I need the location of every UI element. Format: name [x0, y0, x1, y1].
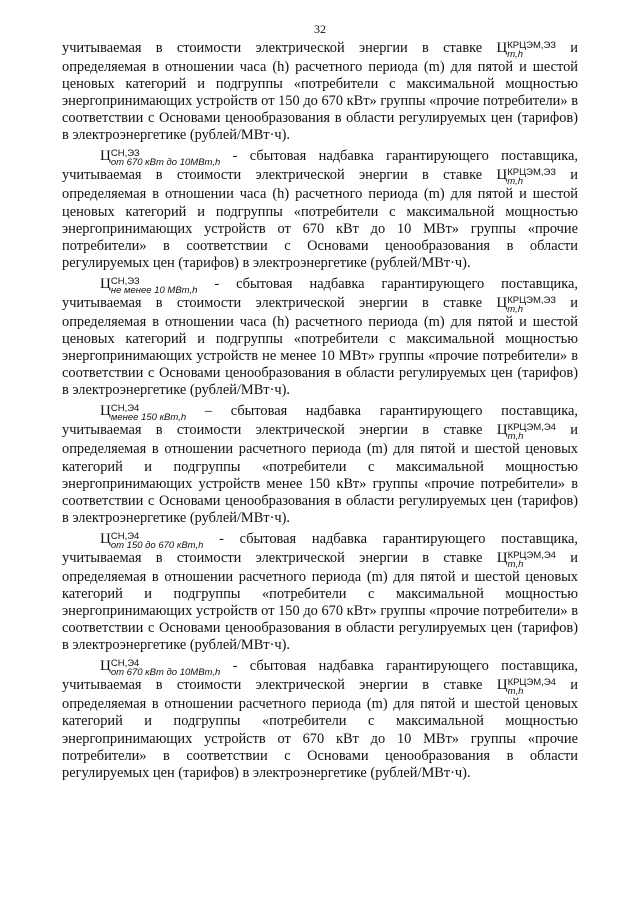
- paragraph-text-before: - сбытовая надбавка гарантирующего поставщика, учитываемая в стоимости электрической энергии в ставке: [62, 275, 578, 311]
- formula-subscript: m,h: [507, 49, 524, 60]
- formula-subscript: от 670 кВт до 10МВт,h: [110, 667, 221, 679]
- paragraph-text-after: и определяемая в отношении часа (h) расчетного периода (m) для пятой и шестой ценовых категорий и подгруппы «потребители с максимальной мощностью энергопринимающих устройств не менее 10 МВт» группы «прочие потребители» в соответствии с Основами ценообразования в области регулируемых цен (тарифов) в электроэнергетике (рублей/МВт·ч).: [62, 294, 578, 399]
- formula-symbol: Ц: [100, 530, 111, 547]
- formula-superscript: СН,Э4: [110, 658, 140, 670]
- rate-formula: [496, 167, 556, 188]
- paragraph: [62, 531, 578, 654]
- paragraph: [62, 40, 578, 144]
- lead-formula: [100, 530, 204, 551]
- formula-symbol: Ц: [100, 275, 111, 292]
- formula-superscript: КРЦЭМ,Э4: [507, 677, 556, 689]
- lead-formula: [100, 275, 198, 296]
- formula-superscript: КРЦЭМ,Э4: [507, 422, 556, 434]
- formula-symbol: Ц: [496, 677, 508, 694]
- formula-symbol: Ц: [100, 403, 111, 420]
- paragraph-text-after: и определяемая в отношении расчетного периода (m) для пятой и шестой ценовых категорий и подгруппы «потребители с максимальной мощностью энергопринимающих устройств от 670 кВт до 10 МВт» группы «прочие потребители» в соответствии с Основами ценообразования в области регулируемых цен (тарифов) в электроэнергетике (рублей/МВт·ч).: [62, 677, 578, 781]
- formula-subscript: m,h: [507, 176, 524, 188]
- paragraph: [62, 403, 578, 526]
- lead-formula: [100, 148, 221, 169]
- formula-symbol: Ц: [496, 167, 508, 184]
- formula-subscript: от 150 до 670 кВт,h: [110, 539, 204, 551]
- paragraph: [62, 148, 578, 271]
- paragraph-text-after: и определяемая в отношении часа (h) расчетного периода (m) для пятой и шестой ценовых категорий и подгруппы «потребители с максимальной мощностью энергопринимающих устройств от 150 до 670 кВт» группы «прочие потребители» в соответствии с Основами ценообразования в области регулируемых цен (тарифов) в электроэнергетике (рублей/МВт·ч).: [62, 40, 578, 144]
- paragraph-text-after: и определяемая в отношении расчетного периода (m) для пятой и шестой ценовых категорий и подгруппы «потребители с максимальной мощностью энергопринимающих устройств менее 150 кВт» группы «прочие потребители» в соответствии с Основами ценообразования в области регулируемых цен (тарифов) в электроэнергетике (рублей/МВт·ч).: [62, 422, 578, 526]
- formula-superscript: СН,ЭЗ: [110, 148, 140, 160]
- formula-symbol: Ц: [496, 40, 508, 56]
- lead-formula: [100, 658, 221, 679]
- paragraph: [62, 658, 578, 781]
- paragraph-text-after: и определяемая в отношении расчетного периода (m) для пятой и шестой ценовых категорий и подгруппы «потребители с максимальной мощностью энергопринимающих устройств от 150 до 670 кВт» группы «прочие потребители» в соответствии с Основами ценообразования в области регулируемых цен (тарифов) в электроэнергетике (рублей/МВт·ч).: [62, 549, 578, 654]
- formula-symbol: Ц: [100, 148, 111, 165]
- formula-superscript: СН,Э4: [110, 403, 140, 415]
- rate-formula: [496, 422, 556, 443]
- formula-subscript: m,h: [507, 558, 524, 570]
- page-number: 32: [314, 22, 326, 36]
- lead-formula: [100, 403, 187, 424]
- formula-symbol: Ц: [496, 422, 508, 439]
- rate-formula: [496, 294, 556, 315]
- formula-superscript: КРЦЭМ,ЭЗ: [507, 40, 556, 51]
- paragraph-text-before: - сбытовая надбавка гарантирующего поставщика, учитываемая в стоимости электрической энергии в ставке: [62, 658, 578, 694]
- rate-formula: [496, 40, 556, 60]
- paragraph-text-before: - сбытовая надбавка гарантирующего поставщика, учитываемая в стоимости электрической энергии в ставке: [62, 148, 578, 184]
- formula-subscript: m,h: [507, 303, 524, 315]
- paragraph-text-before: – сбытовая надбавка гарантирующего поставщика, учитываемая в стоимости электрической энергии в ставке: [62, 403, 578, 439]
- formula-symbol: Ц: [496, 294, 508, 311]
- formula-subscript: от 670 кВт до 10МВт,h: [110, 157, 221, 169]
- paragraph-text-after: и определяемая в отношении часа (h) расчетного периода (m) для пятой и шестой ценовых категорий и подгруппы «потребители с максимальной мощностью энергопринимающих устройств от 670 кВт до 10 МВт» группы «прочие потребители» в соответствии с Основами ценообразования в области регулируемых цен (тарифов) в электроэнергетике (рублей/МВт·ч).: [62, 167, 578, 271]
- rate-formula: [496, 677, 556, 698]
- formula-superscript: КРЦЭМ,ЭЗ: [507, 167, 556, 179]
- formula-subscript: m,h: [507, 686, 524, 698]
- formula-superscript: КРЦЭМ,Э4: [507, 549, 556, 561]
- formula-superscript: СН,ЭЗ: [110, 275, 140, 287]
- formula-superscript: СН,Э4: [110, 530, 140, 542]
- document-body: [62, 40, 578, 786]
- formula-subscript: менее 150 кВт,h: [110, 412, 187, 424]
- rate-formula: [496, 549, 556, 570]
- formula-symbol: Ц: [496, 549, 508, 566]
- formula-symbol: Ц: [100, 658, 111, 675]
- formula-subscript: m,h: [507, 431, 524, 443]
- formula-superscript: КРЦЭМ,ЭЗ: [507, 294, 556, 306]
- paragraph-text-before: учитываемая в стоимости электрической энергии в ставке: [62, 40, 497, 56]
- paragraph: [62, 276, 578, 399]
- paragraph-text-before: - сбытовая надбавка гарантирующего поставщика, учитываемая в стоимости электрической энергии в ставке: [62, 530, 578, 566]
- formula-subscript: не менее 10 МВт,h: [110, 284, 198, 296]
